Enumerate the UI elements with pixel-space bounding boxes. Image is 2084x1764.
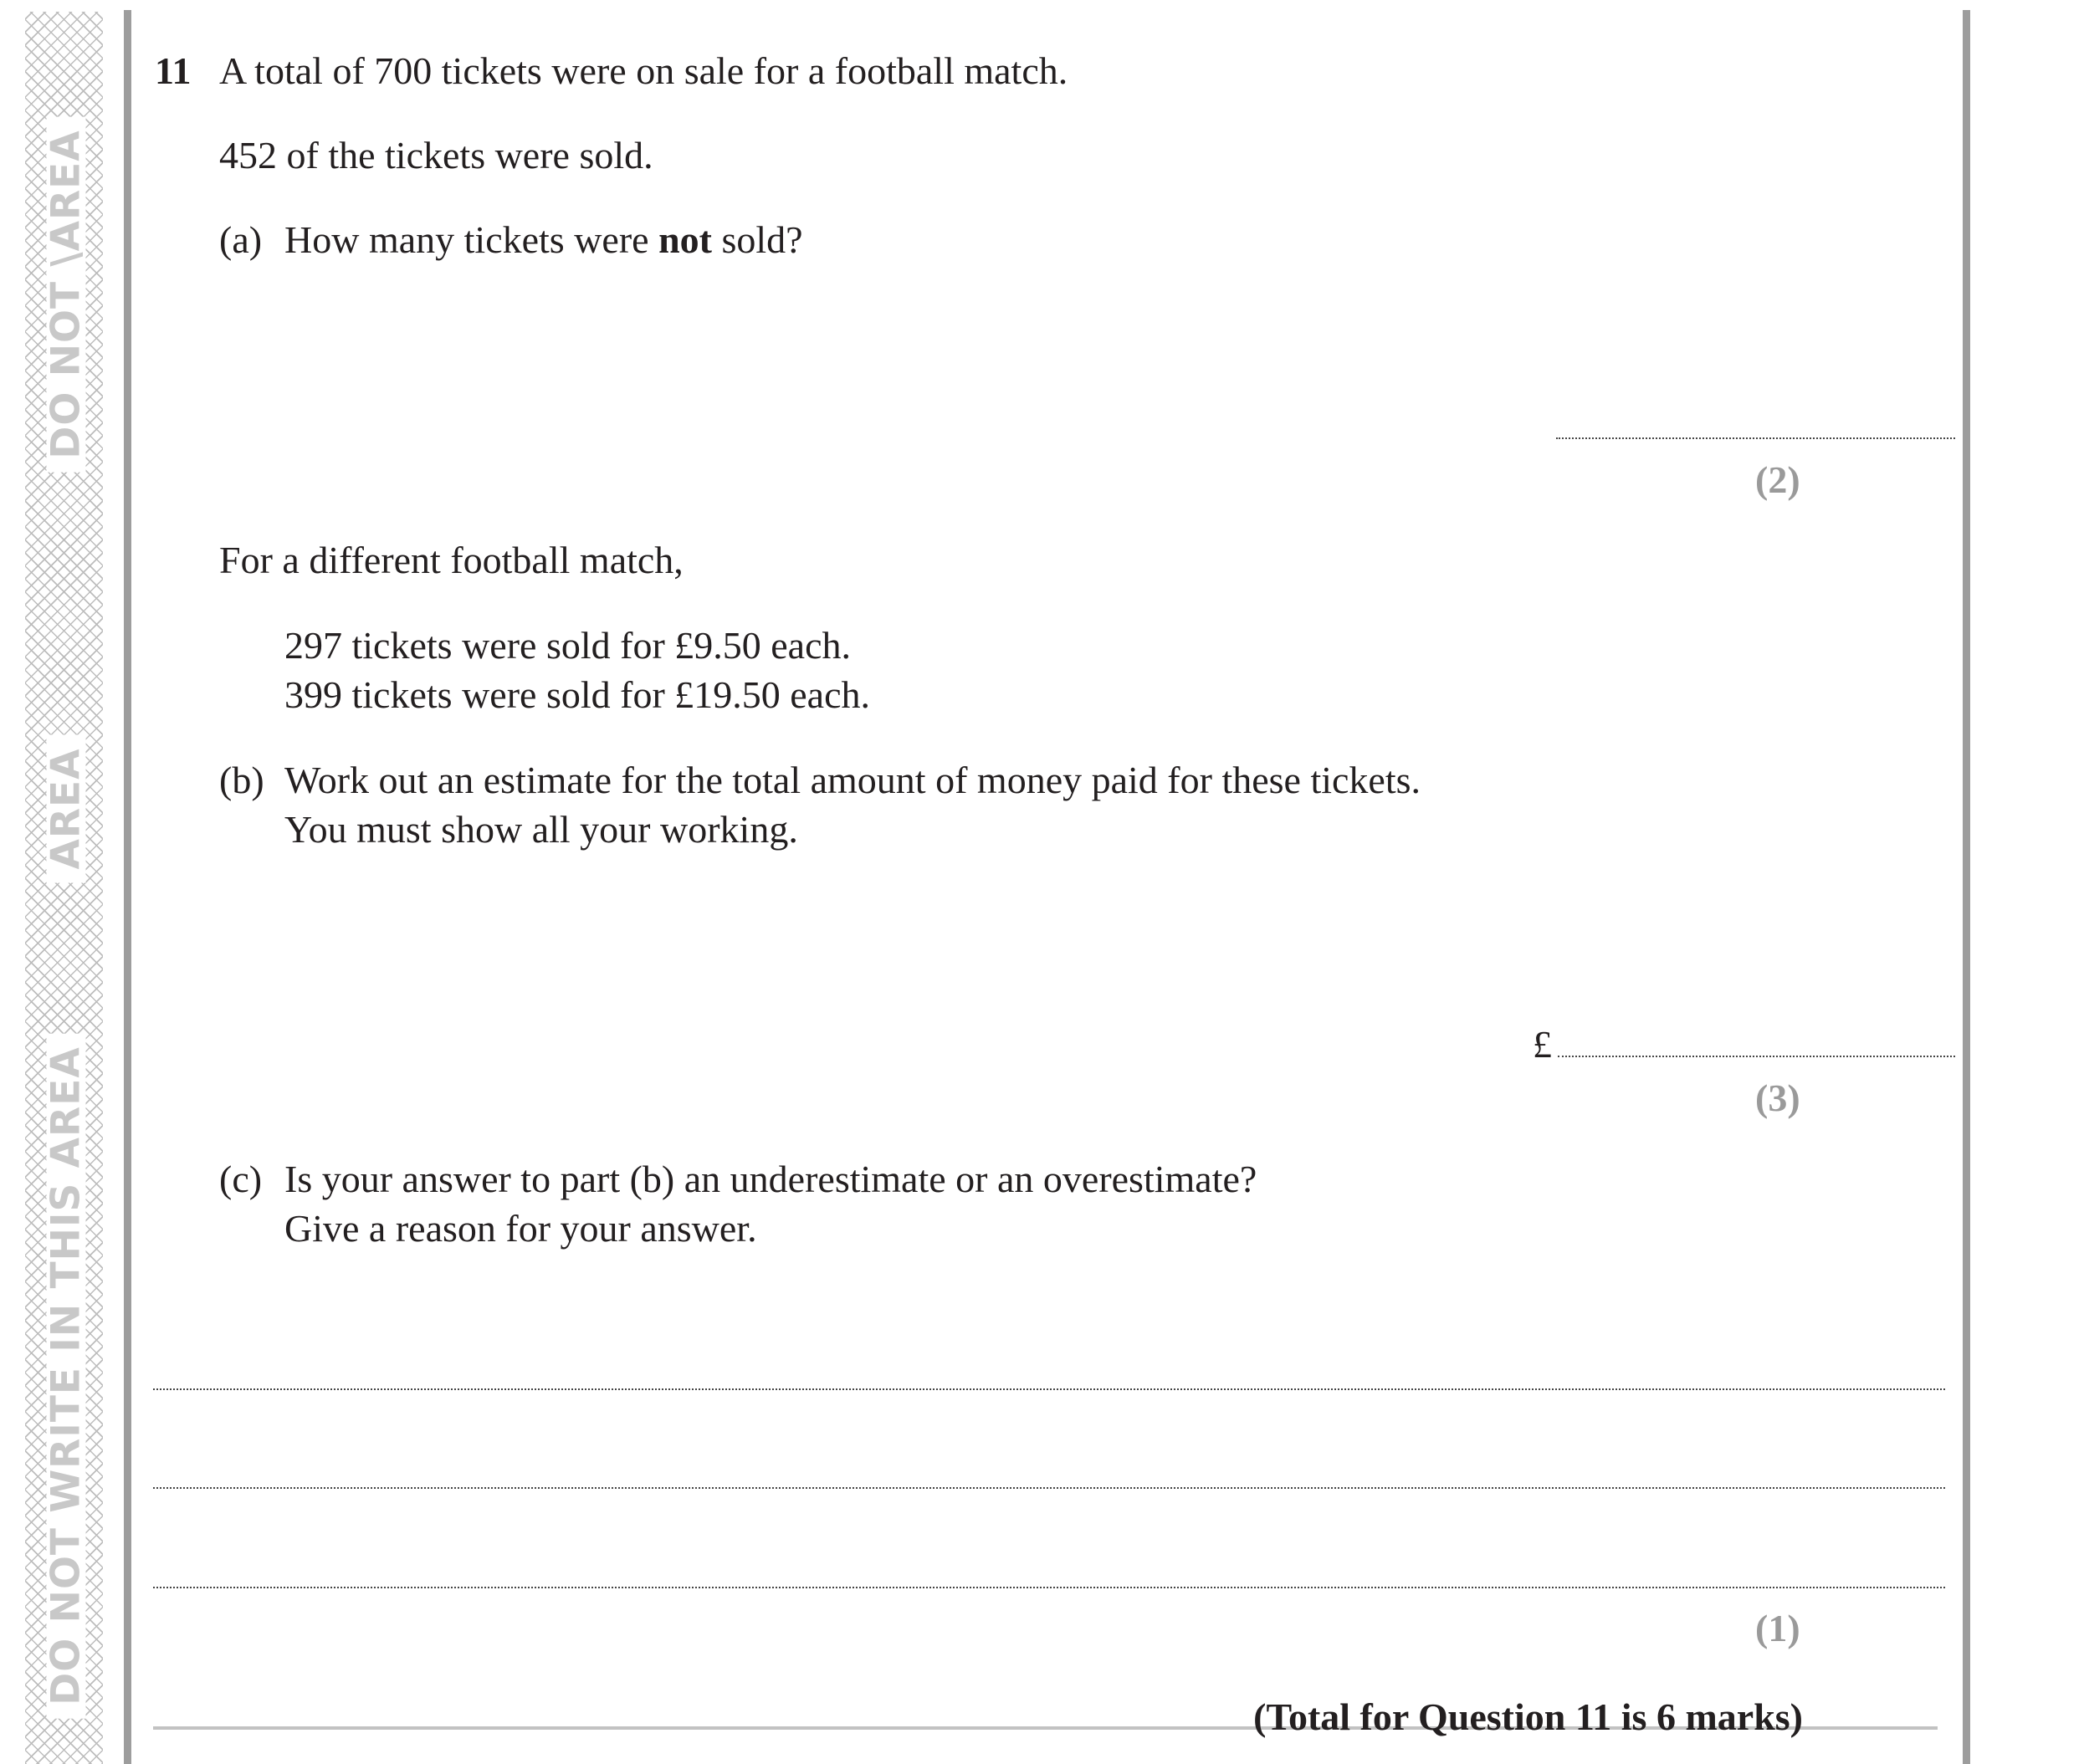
part-a-label: (a)	[219, 218, 263, 261]
part-c-question-line-1: Is your answer to part (b) an underestimate or an overestimate?	[284, 1158, 1257, 1200]
part-a-text-bold: not	[658, 218, 712, 261]
left-page-rule	[124, 10, 131, 1764]
part-b-answer-line[interactable]	[1558, 1056, 1955, 1057]
question-stem-line-2: 452 of the tickets were sold.	[219, 134, 653, 176]
part-b-intro: For a different football match,	[219, 539, 684, 581]
margin-label-do-not-area: DO NOT \AREA	[47, 116, 86, 472]
part-b-question-line-2: You must show all your working.	[284, 808, 798, 851]
part-a-marks: (2)	[1755, 458, 1800, 501]
part-b-currency-symbol: £	[1533, 1023, 1552, 1066]
part-c-label: (c)	[219, 1158, 263, 1200]
right-page-rule	[1963, 10, 1970, 1764]
part-a-answer-line[interactable]	[1556, 437, 1955, 439]
part-c-question-line-2: Give a reason for your answer.	[284, 1207, 757, 1250]
part-a-text-before: How many tickets were	[284, 218, 649, 261]
part-b-question-line-1: Work out an estimate for the total amount of money paid for these tickets.	[284, 759, 1421, 801]
part-c-answer-line-3[interactable]	[153, 1587, 1945, 1588]
part-c-marks: (1)	[1755, 1607, 1800, 1649]
margin-label-area: AREA	[47, 734, 86, 882]
part-b-ticket-line-2: 399 tickets were sold for £19.50 each.	[284, 673, 871, 716]
part-b-ticket-line-1: 297 tickets were sold for £9.50 each.	[284, 624, 852, 667]
part-b-label: (b)	[219, 759, 264, 801]
question-total-marks: (Total for Question 11 is 6 marks)	[1253, 1695, 1803, 1738]
part-c-answer-line-2[interactable]	[153, 1487, 1945, 1489]
question-stem-line-1: A total of 700 tickets were on sale for a football match.	[219, 49, 1068, 92]
part-a-text-after: sold?	[721, 218, 803, 261]
part-c-answer-line-1[interactable]	[153, 1388, 1945, 1390]
margin-label-do-not-write: DO NOT WRITE IN THIS AREA	[47, 1033, 86, 1718]
part-b-marks: (3)	[1755, 1076, 1800, 1119]
question-number: 11	[155, 49, 192, 92]
part-a-question	[284, 218, 803, 261]
